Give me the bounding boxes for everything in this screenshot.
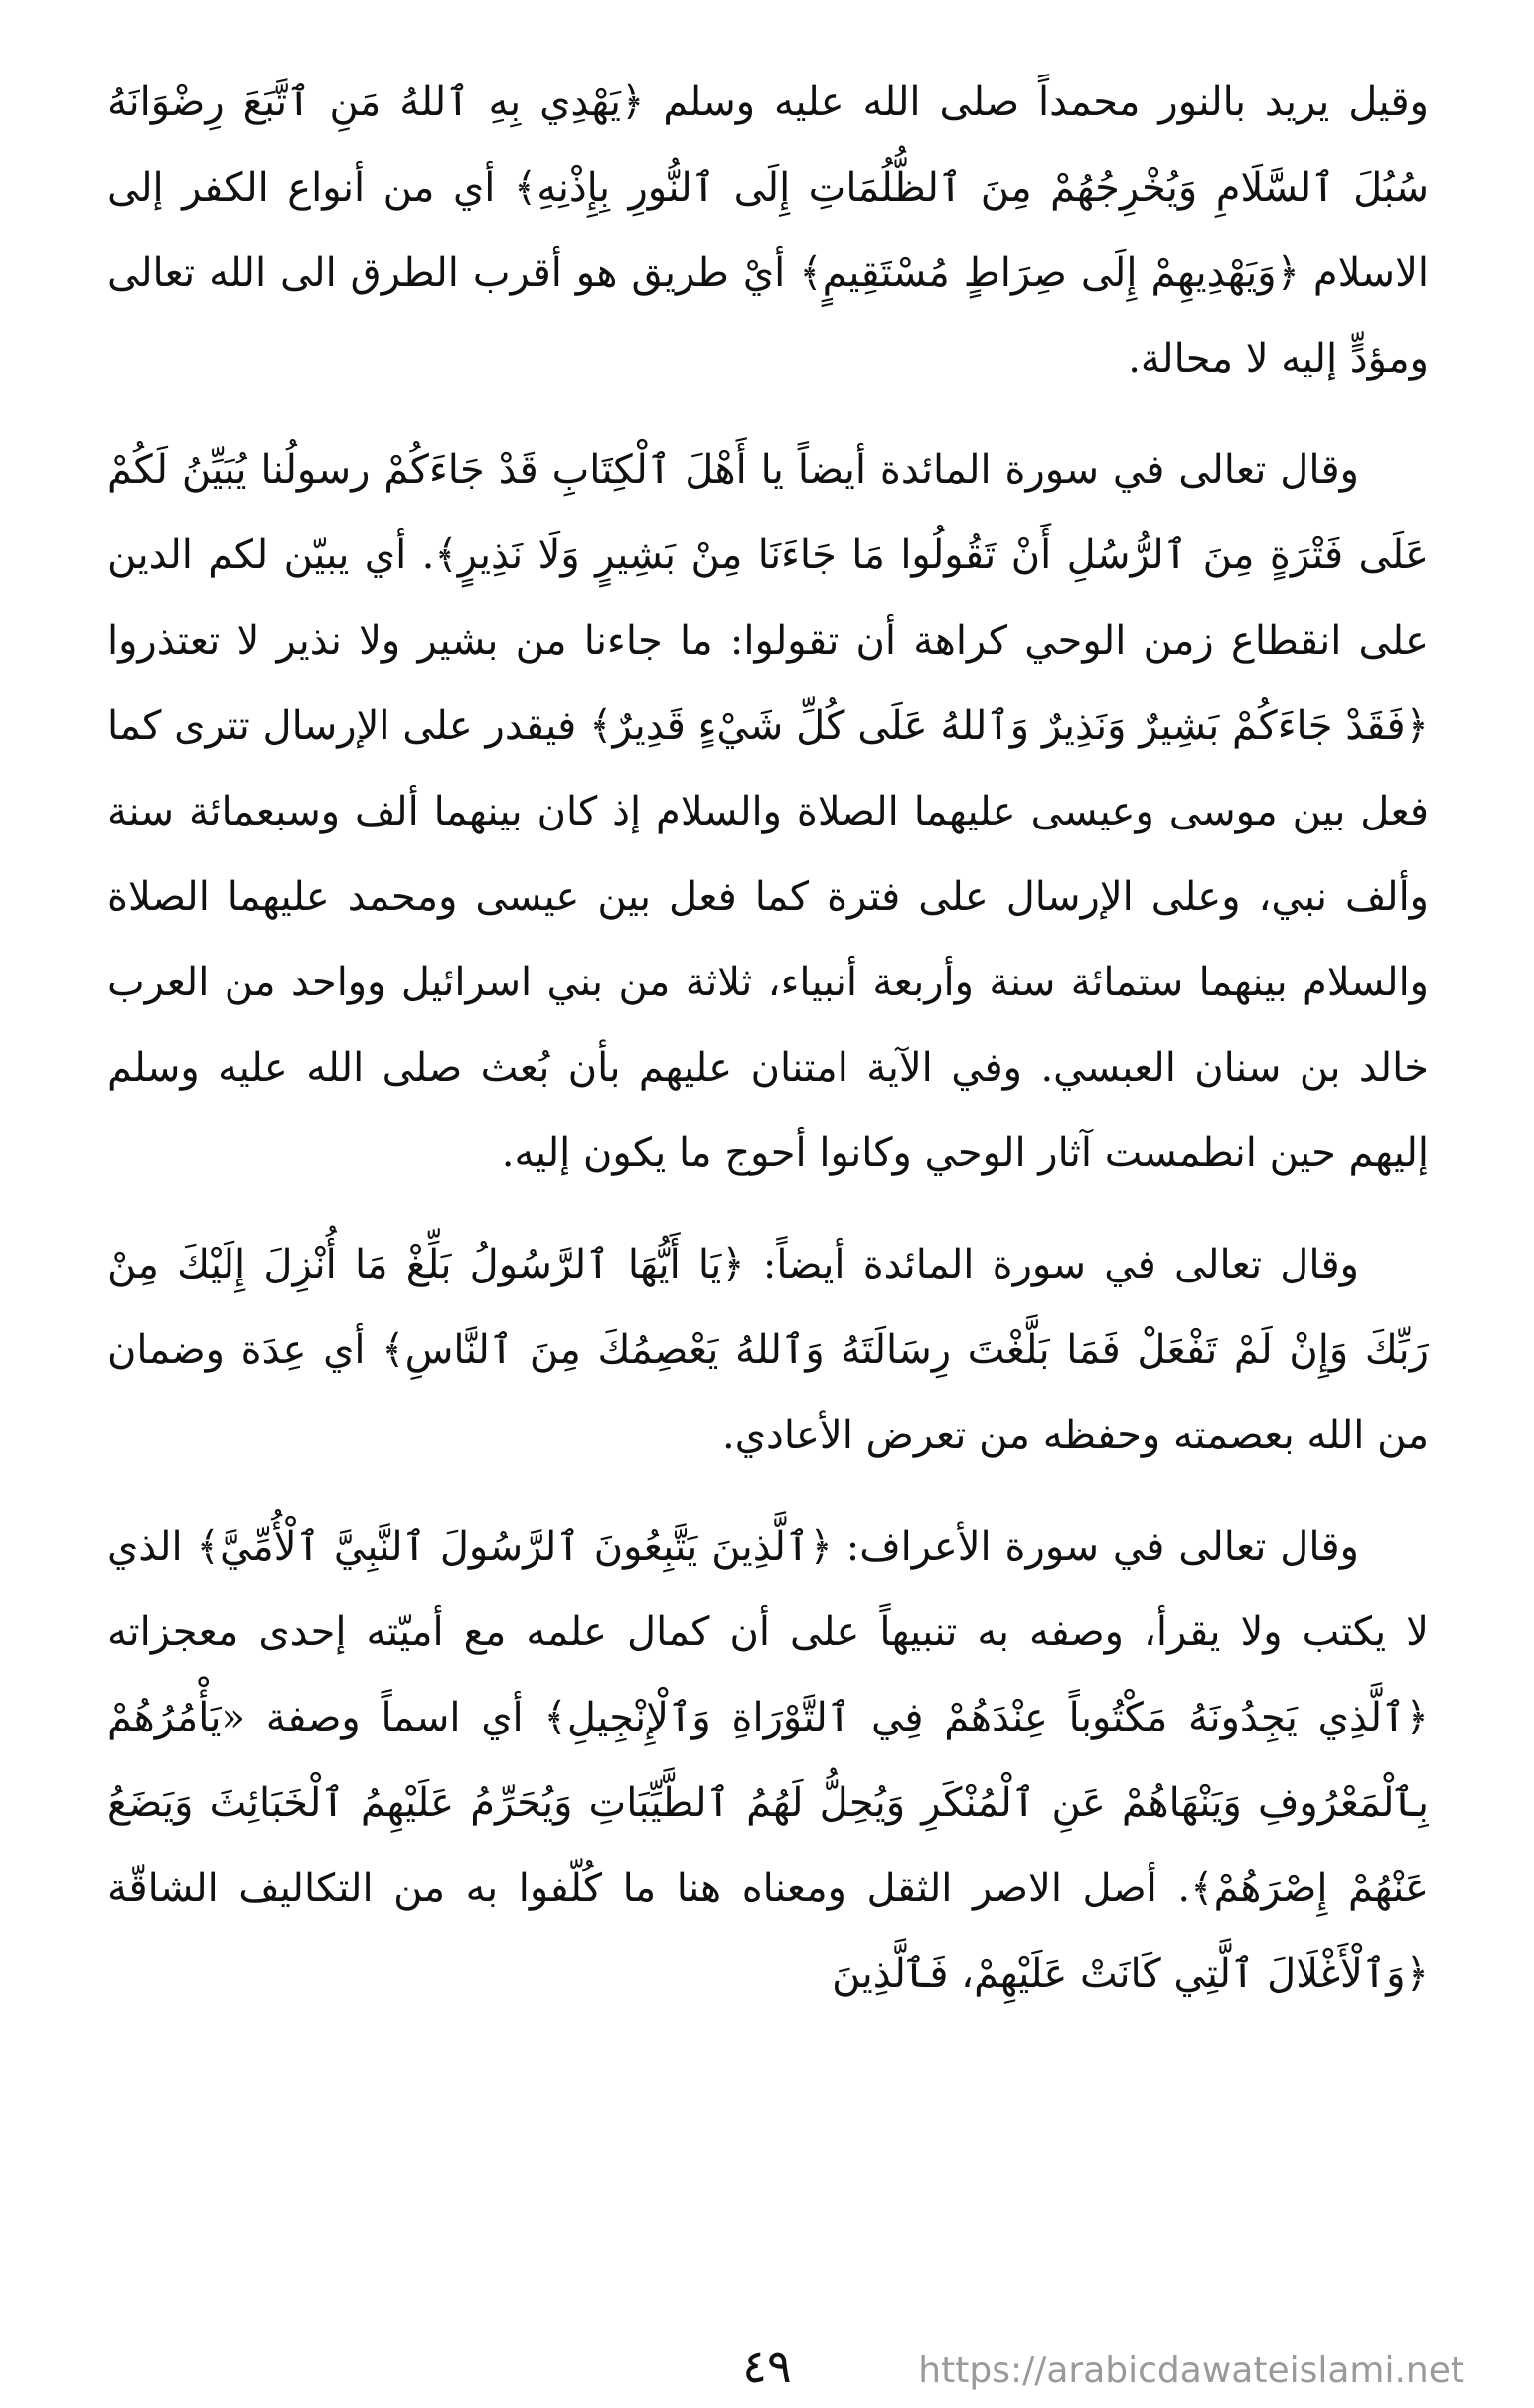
page-number: ٤٩ [742,2339,792,2393]
paragraph-3: وقال تعالى في سورة المائدة أيضاً: ﴿يَا أَيُّهَا ٱلرَّسُولُ بَلِّغْ مَا أُنْزِلَ إِلَيْكَ مِنْ رَبِّكَ وَإِنْ لَمْ تَفْعَلْ فَمَا بَلَّغْتَ رِسَالَتَهُ وَٱللهُ يَعْصِمُكَ مِنَ ٱلنَّاسِ﴾ أي عِدَة وضمان من الله بعصمته وحفظه من تعرض الأعادي. [107,1242,1429,1458]
paragraph-1: وقيل يريد بالنور محمداً صلى الله عليه وسلم ﴿يَهْدِي بِهِ ٱللهُ مَنِ ٱتَّبَعَ رِضْوَانَهُ سُبُلَ ٱلسَّلَامِ وَيُخْرِجُهُمْ مِنَ ٱلظُّلُمَاتِ إِلَى ٱلنُّورِ بِإِذْنِهِ﴾ أي من أنواع الكفر إلى الاسلام ﴿وَيَهْدِيهِمْ إِلَى صِرَاطٍ مُسْتَقِيمٍ﴾ أيْ طريق هو أقرب الطرق الى الله تعالى ومؤدٍّ إليه لا محالة. [107,79,1429,381]
paragraph-2: وقال تعالى في سورة المائدة أيضاً يا أَهْلَ ٱلْكِتَابِ قَدْ جَاءَكُمْ رسولُنا يُبَيِّنُ لَكُمْ عَلَى فَتْرَةٍ مِنَ ٱلرُّسُلِ أَنْ تَقُولُوا مَا جَاءَنَا مِنْ بَشِيرٍ وَلَا نَذِيرٍ﴾. أي يبيّن لكم الدين على انقطاع زمن الوحي كراهة أن تقولوا: ما جاءنا من بشير ولا نذير لا تعتذروا ﴿فَقَدْ جَاءَكُمْ بَشِيرٌ وَنَذِيرٌ وَٱللهُ عَلَى كُلِّ شَيْءٍ قَدِيرٌ﴾ فيقدر على الإرسال تترى كما فعل بين موسى وعيسى عليهما الصلاة والسلام إذ كان بينهما ألف وسبعمائة سنة وألف نبي، وعلى الإرسال على فترة كما فعل بين عيسى ومحمد عليهما الصلاة والسلام بينهما ستمائة سنة وأربعة أنبياء، ثلاثة من بني اسرائيل وواحد من العرب خالد بن سنان العبسي. وفي الآية امتنان عليهم بأن بُعث صلى الله عليه وسلم إليهم حين انطمست آثار الوحي وكانوا أحوج ما يكون إليه. [107,447,1429,1176]
paragraph-4: وقال تعالى في سورة الأعراف: ﴿ٱلَّذِينَ يَتَّبِعُونَ ٱلرَّسُولَ ٱلنَّبِيَّ ٱلْأُمِّيَّ﴾ الذي لا يكتب ولا يقرأ، وصفه به تنبيهاً على أن كمال علمه مع أميّته إحدى معجزاته ﴿ٱلَّذِي يَجِدُونَهُ مَكْتُوباً عِنْدَهُمْ فِي ٱلتَّوْرَاةِ وَٱلْإِنْجِيلِ﴾ أي اسماً وصفة «يَأْمُرُهُمْ بِٱلْمَعْرُوفِ وَيَنْهَاهُمْ عَنِ ٱلْمُنْكَرِ وَيُحِلُّ لَهُمُ ٱلطَّيِّبَاتِ وَيُحَرِّمُ عَلَيْهِمُ ٱلْخَبَائِثَ وَيَضَعُ عَنْهُمْ إِصْرَهُمْ﴾. أصل الاصر الثقل ومعناه هنا ما كُلّفوا به من التكاليف الشاقّة ﴿وَٱلْأَغْلَالَ ٱلَّتِي كَانَتْ عَلَيْهِمْ، فَٱلَّذِينَ [107,1524,1429,1997]
watermark-url: https://arabicdawateislami.net [918,2350,1464,2391]
page-body [107,60,1429,2295]
